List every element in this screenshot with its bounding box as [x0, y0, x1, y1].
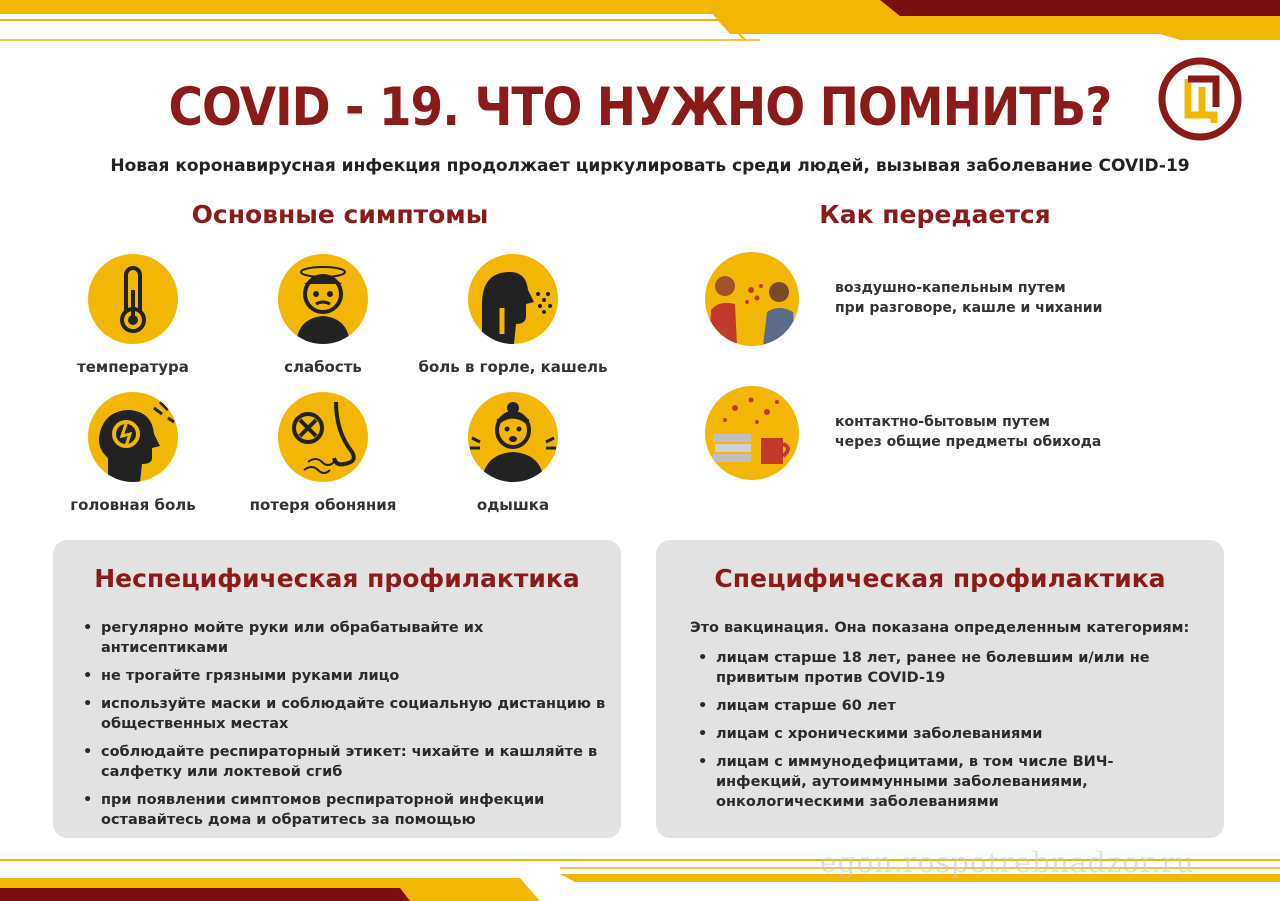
- page-title: COVID - 19. ЧТО НУЖНО ПОМНИТЬ?: [168, 76, 1112, 139]
- cough-icon: [468, 254, 558, 344]
- specific-heading: Специфическая профилактика: [714, 564, 1166, 593]
- list-item: • не трогайте грязными руками лицо: [79, 666, 609, 686]
- headache-icon: [88, 392, 178, 482]
- symptom-label: температура: [77, 358, 189, 376]
- list-item: • лицам с хроническими заболеваниями: [694, 724, 1154, 744]
- symptom-label: потеря обоняния: [249, 496, 397, 514]
- list-item: • используйте маски и соблюдайте социальную дистанцию в общественных местах: [79, 694, 609, 734]
- symptom-label: слабость: [284, 358, 362, 376]
- transmission-heading: Как передается: [819, 200, 1051, 229]
- specific-intro: Это вакцинация. Она показана определенным категориям:: [690, 620, 1190, 636]
- nonspecific-prevention-panel: [53, 540, 621, 838]
- transmission-text: контактно-бытовым путем через общие предметы обихода: [835, 414, 1102, 450]
- list-item: • при появлении симптомов респираторной инфекции оставайтесь дома и обратитесь за помощью: [79, 790, 609, 830]
- symptom-temperature: [38, 254, 228, 376]
- symptom-label: головная боль: [70, 496, 196, 514]
- thermometer-icon: [88, 254, 178, 344]
- page-subtitle: Новая коронавирусная инфекция продолжает циркулировать среди людей, вызывая заболевание COVID-19: [110, 156, 1190, 176]
- dizzy-person-icon: [278, 254, 368, 344]
- list-item: • лицам старше 60 лет: [694, 696, 1154, 716]
- top-decorative-band: [0, 0, 1280, 52]
- symptom-label: одышка: [476, 496, 550, 514]
- symptom-headache: [38, 392, 228, 514]
- symptom-shortness-of-breath: [418, 392, 608, 514]
- symptom-weakness: [228, 254, 418, 376]
- list-item: • соблюдайте респираторный этикет: чихайте и кашляйте в салфетку или локтевой сгиб: [79, 742, 609, 782]
- list-item: • регулярно мойте руки или обрабатывайте их антисептиками: [79, 618, 609, 658]
- nose-icon: [278, 392, 368, 482]
- specific-prevention-panel: [656, 540, 1224, 838]
- symptoms-heading: Основные симптомы: [191, 200, 489, 229]
- symptom-label: боль в горле, кашель: [418, 358, 608, 376]
- nonspecific-list: [79, 618, 609, 838]
- list-item: • лицам старше 18 лет, ранее не болевшим и/или не привитым против COVID-19: [694, 648, 1154, 688]
- transmission-text: воздушно-капельным путем при разговоре, кашле и чихании: [835, 280, 1103, 316]
- shortness-of-breath-icon: [468, 392, 558, 482]
- watermark: egon.rospotrebnadzor.ru: [820, 846, 1195, 879]
- symptom-loss-of-smell: [228, 392, 418, 514]
- list-item: • лицам с иммунодефицитами, в том числе ВИЧ-инфекций, аутоиммунными заболеваниями, онкологическими заболеваниями: [694, 752, 1154, 812]
- transmission-contact: [705, 386, 1225, 482]
- specific-list: [694, 648, 1154, 820]
- transmission-airborne: [705, 252, 1225, 348]
- talking-people-icon: [705, 252, 799, 346]
- nonspecific-heading: Неспецифическая профилактика: [94, 564, 580, 593]
- symptom-sore-throat: [418, 254, 608, 376]
- household-items-icon: [705, 386, 799, 480]
